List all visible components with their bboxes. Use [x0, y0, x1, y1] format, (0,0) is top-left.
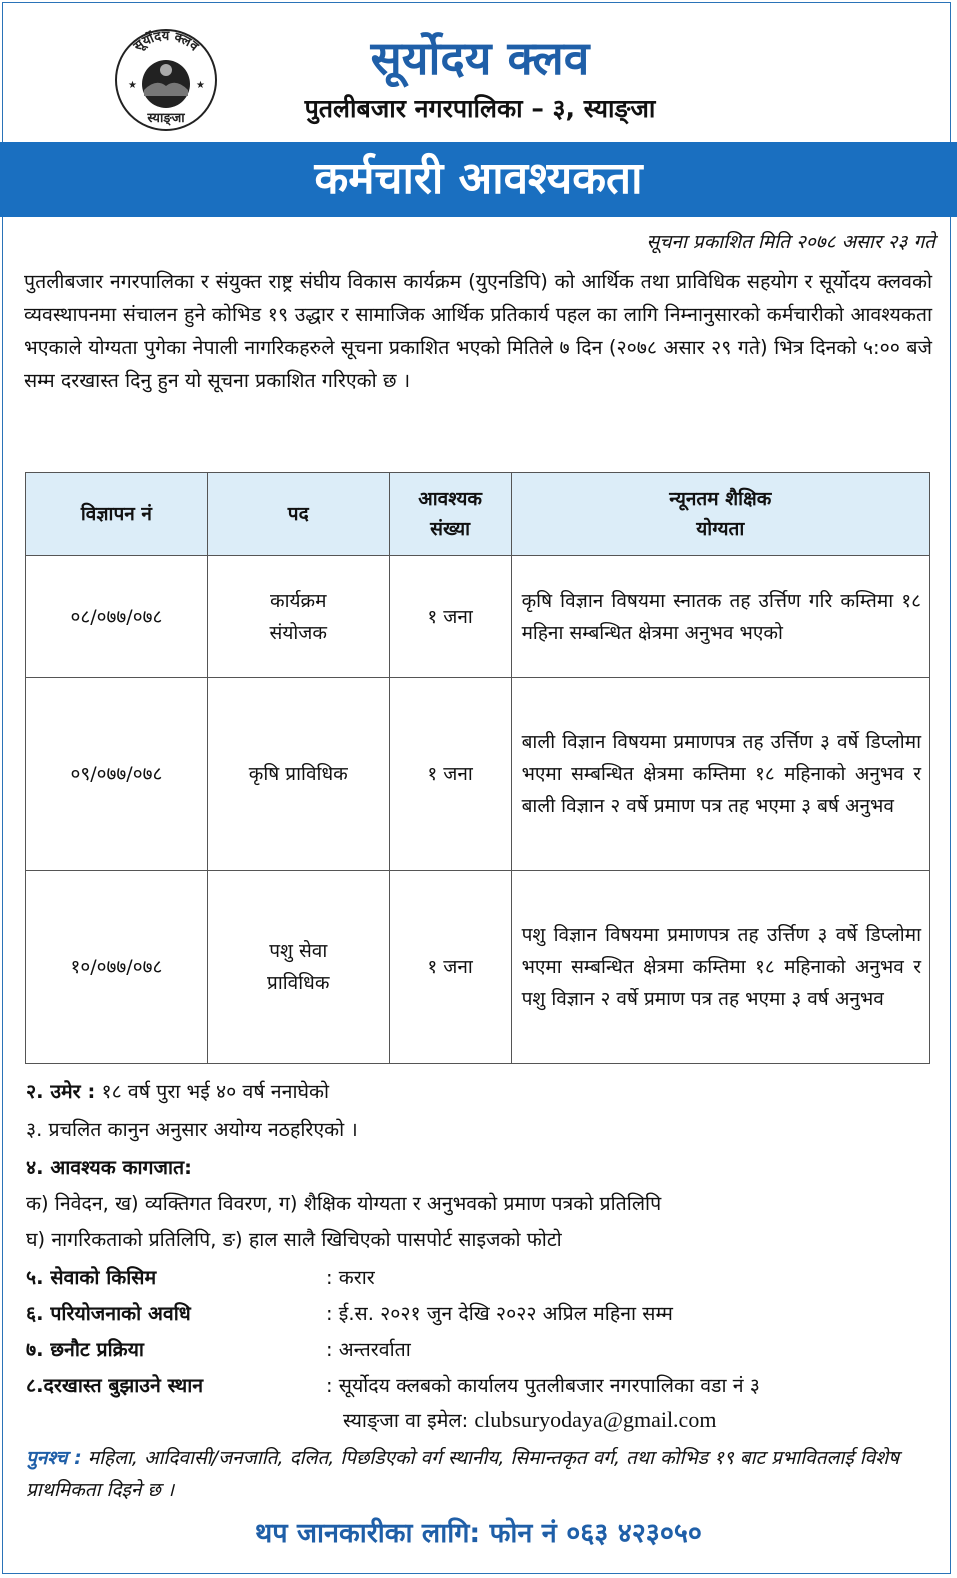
selection-process-value: : अन्तरर्वाता [326, 1338, 411, 1361]
row-count: १ जना [389, 678, 511, 871]
club-name: सूर्योदय क्लव [370, 31, 590, 85]
intro-paragraph: पुतलीबजार नगरपालिका र संयुक्त राष्ट्र संघीय विकास कार्यक्रम (युएनडिपि) को आर्थिक तथा प्राविधिक सहयोग र सूर्योदय क्लवको व्यवस्थापनमा संचालन हुने कोभिड १९ उद्धार र सामाजिक आर्थिक प्रतिकार्य पहल का लागि निम्नानुसारको कर्मचारीको आवश्यकता भएकाले योग्यता पुगेका नेपाली नागरिकहरुले सूचना प्रकाशित भएको मितिले ७ दिन (२०७८ असार २९ गते) भित्र दिनको ५:०० बजे सम्म दरखास्त दिनु हुन यो सूचना प्रकाशित गरिएको छ । [24, 270, 932, 392]
service-type-value: : करार [326, 1266, 375, 1289]
header-count [389, 473, 511, 556]
row-post-line2: प्राविधिक [267, 972, 330, 994]
header-ad-no: विज्ञापन नं [26, 473, 208, 556]
title-banner [0, 142, 957, 217]
row-post-line1: कृषि प्राविधिक [248, 763, 348, 785]
contact-email: clubsuryodaya@gmail.com [474, 1407, 717, 1432]
club-address: पुतलीबजार नगरपालिका – ३, स्याङ्जा [304, 94, 656, 123]
published-date: सूचना प्रकाशित मिति २०७८ असार २३ गते [646, 231, 935, 253]
header-count-line2: संख्या [430, 518, 471, 540]
header-qual-line1: न्यूनतम शैक्षिक [669, 488, 772, 510]
row-post-line2: संयोजक [269, 621, 327, 644]
header-post: पद [207, 473, 389, 556]
table-row [26, 678, 930, 871]
svg-text:★: ★ [196, 80, 205, 91]
row-post [207, 678, 389, 871]
documents-line1: क) निवेदन, ख) व्यक्तिगत विवरण, ग) शैक्षिक योग्यता र अनुभवको प्रमाण पत्रको प्रतिलिपि [26, 1192, 662, 1215]
selection-process-label: ७. छनौट प्रक्रिया [26, 1338, 144, 1361]
table-row [26, 556, 930, 678]
row-count: १ जना [389, 556, 511, 678]
banner-title: कर्मचारी आवश्यकता [314, 153, 643, 204]
submission-email-prefix: स्याङ्जा वा इमेल: [343, 1409, 475, 1432]
age-condition [26, 1076, 329, 1108]
vacancy-table [25, 472, 930, 1064]
row-ad-no: ०८/०७७/०७८ [26, 556, 208, 678]
svg-text:सूर्योदय क्लव: सूर्योदय क्लव [131, 28, 202, 55]
submission-place-label: ८.दरखास्त बुझाउने स्थान [26, 1374, 204, 1397]
header-qualification [511, 473, 929, 556]
header-qual-line2: योग्यता [696, 518, 745, 540]
svg-text:★: ★ [128, 80, 137, 91]
law-condition: ३. प्रचलित कानुन अनुसार अयोग्य नठहरिएको । [26, 1118, 358, 1141]
postscript-text: महिला, आदिवासी/जनजाति, दलित, पिछडिएको वर्ग स्थानीय, सिमान्तकृत वर्ग, तथा कोभिड १९ बाट प्रभावितलाई विशेष प्राथमिकता दिइने छ । [26, 1447, 900, 1501]
row-ad-no: ०९/०७७/०७८ [26, 678, 208, 871]
row-qualification: पशु विज्ञान विषयमा प्रमाणपत्र तह उर्त्तिण ३ वर्षे डिप्लोमा भएमा सम्बन्धित क्षेत्रमा कम्तिमा १८ महिनाको अनुभव र पशु विज्ञान २ वर्षे प्रमाण पत्र तह भएमा ३ वर्ष अनुभव [511, 871, 929, 1064]
age-label: २. उमेर : [26, 1080, 96, 1103]
header [0, 0, 957, 140]
submission-place-value: : सूर्योदय क्लबको कार्यालय पुतलीबजार नगरपालिका वडा नं ३ [326, 1374, 760, 1397]
submission-place-line2 [343, 1404, 716, 1437]
header-count-line1: आवश्यक [418, 488, 482, 510]
table-row [26, 871, 930, 1064]
postscript-label: पुनश्च : [26, 1447, 82, 1469]
row-post [207, 871, 389, 1064]
svg-text:स्याङ्जा: स्याङ्जा [147, 111, 185, 126]
project-duration-value: : ई.स. २०२१ जुन देखि २०२२ अप्रिल महिना सम्म [326, 1302, 673, 1325]
table-header-row [26, 473, 930, 556]
service-type-label: ५. सेवाको किसिम [26, 1266, 157, 1289]
postscript [26, 1442, 932, 1506]
documents-line2: घ) नागरिकताको प्रतिलिपि, ङ) हाल सालै खिचिएको पासपोर्ट साइजको फोटो [26, 1228, 562, 1251]
club-seal-logo [112, 26, 220, 132]
age-value: १८ वर्ष पुरा भई ४० वर्ष ननाघेको [95, 1080, 330, 1103]
row-qualification: कृषि विज्ञान विषयमा स्नातक तह उर्त्तिण गरि कम्तिमा १८ महिना सम्बन्धित क्षेत्रमा अनुभव भएको [511, 556, 929, 678]
documents-label: ४. आवश्यक कागजात: [26, 1156, 192, 1179]
row-post [207, 556, 389, 678]
project-duration-label: ६. परियोजनाको अवधि [26, 1302, 191, 1325]
row-qualification: बाली विज्ञान विषयमा प्रमाणपत्र तह उर्त्तिण ३ वर्षे डिप्लोमा भएमा सम्बन्धित क्षेत्रमा कम्तिमा १८ महिनाको अनुभव र बाली विज्ञान २ वर्षे प्रमाण पत्र तह भएमा ३ बर्ष अनुभव [511, 678, 929, 871]
row-post-line1: कार्यक्रम [269, 589, 327, 612]
row-post-line1: पशु सेवा [269, 940, 328, 962]
contact-footer: थप जानकारीका लागि: फोन नं ०६३ ४२३०५० [255, 1518, 702, 1549]
row-ad-no: १०/०७७/०७८ [26, 871, 208, 1064]
row-count: १ जना [389, 871, 511, 1064]
